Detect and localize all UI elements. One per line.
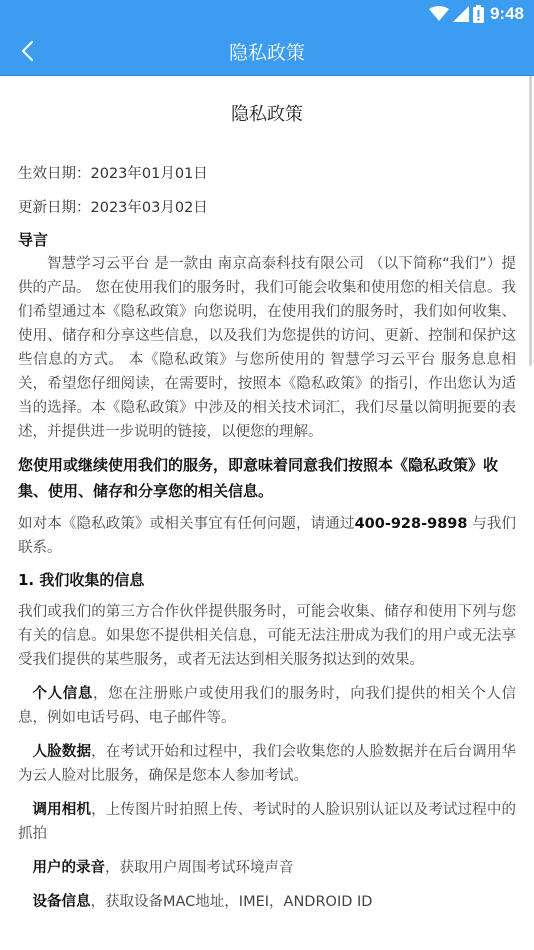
- section1-heading: 1. 我们收集的信息: [18, 571, 145, 589]
- item-text: ，上传图片时拍照上传、考试时的人脸识别认证以及考试过程中的 抓拍: [18, 802, 516, 842]
- consent-paragraph: 您使用或继续使用我们的服务，即意味着同意我们按照本《隐私政策》收集、使用、储存和分享您的相关信息。: [18, 456, 499, 500]
- doc-title: 隐私政策: [231, 104, 303, 125]
- cellular-signal-icon: [453, 6, 469, 22]
- status-bar: [0, 0, 534, 28]
- page-title: 隐私政策: [228, 42, 305, 64]
- item-text: ，在考试开始和过程中，我们会收集您的人脸数据并在后台调用华为云人脸对比服务，确保是您本人参加考试。: [18, 744, 516, 784]
- list-item: [18, 682, 516, 730]
- list-item: [18, 740, 516, 788]
- section1-intro: 我们或我们的第三方合作伙伴提供服务时，可能会收集、储存和使用下列与您有关的信息。如果您不提供相关信息，可能无法注册成为我们的用户或无法享受我们提供的某些服务，或者无法达到相关服务拟达到的效果。: [18, 604, 516, 668]
- item-text: ，获取设备MAC地址，IMEI，ANDROID ID: [90, 894, 373, 910]
- policy-content[interactable]: [0, 76, 534, 950]
- item-text: ，获取用户周围考试环境声音: [105, 860, 294, 876]
- effective-date: 生效日期：2023年01月01日: [18, 166, 208, 182]
- chevron-left-icon: [20, 40, 34, 62]
- scrollbar[interactable]: [529, 76, 532, 366]
- intro-paragraph: 智慧学习云平台 是一款由 南京高泰科技有限公司 （以下简称“我们”）提供的产品。 您在使用我们的服务时，我们可能会收集和使用您的相关信息。我们希望通过本《隐私政策》向您说明，在使用我们的服务时，我们如何收集、使用、储存和分享这些信息，以及我们为您提供的访问、更新、控制和保护这些信息的方式。 本《隐私政策》与您所使用的 智慧学习云平台 服务息息相关，希望您仔细阅读，在需要时，按照本《隐私政策》的指引，作出您认为适当的选择。本《隐私政策》中涉及的相关技术词汇，我们尽量以简明扼要的表述，并提供进一步说明的链接，以便您的理解。: [18, 256, 516, 440]
- item-text: ，您在注册账户或使用我们的服务时，向我们提供的相关个人信息，例如电话号码、电子邮件等。: [18, 686, 517, 726]
- list-item: [18, 890, 516, 914]
- status-time: 9:48: [489, 4, 524, 23]
- item-label: 用户的录音: [32, 860, 105, 876]
- contact-phone[interactable]: 400-928-9898: [354, 516, 468, 532]
- updated-date: 更新日期：2023年03月02日: [18, 200, 208, 216]
- intro-heading: 导言: [18, 231, 49, 249]
- back-button[interactable]: [12, 36, 42, 66]
- contact-prefix: 如对本《隐私政策》或相关事宜有任何问题，请通过: [18, 516, 355, 532]
- list-item: [18, 798, 516, 846]
- list-item: [18, 856, 516, 880]
- battery-icon: [473, 5, 484, 23]
- contact-suffix: 与我们联系。: [18, 516, 517, 556]
- wifi-icon: [429, 6, 449, 22]
- item-label: 调用相机: [32, 802, 92, 818]
- contact-paragraph: [18, 512, 516, 560]
- item-label: 个人信息: [32, 686, 94, 702]
- app-bar: [0, 28, 534, 76]
- item-label: 人脸数据: [32, 744, 92, 760]
- item-label: 设备信息: [32, 894, 91, 910]
